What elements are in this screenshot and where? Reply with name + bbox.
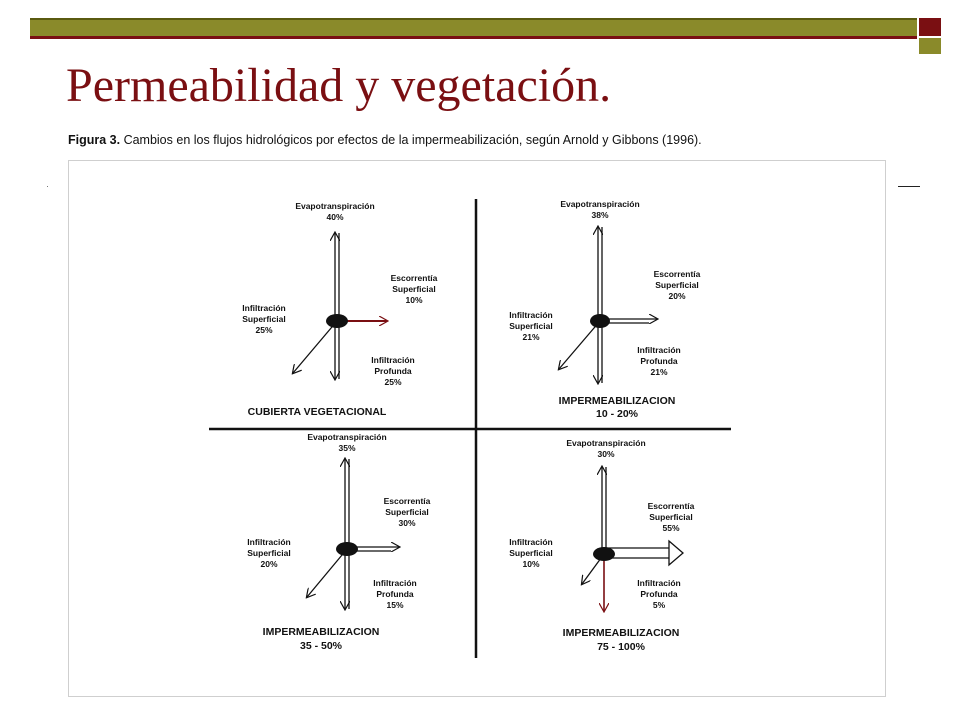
flux-origin-node [590, 314, 610, 328]
quadrant-caption: IMPERMEABILIZACION [562, 627, 680, 639]
quadrant-impermeabilization-75-100 [509, 438, 694, 653]
shallow-infil-value: 21% [522, 332, 540, 342]
deep-infil-label-2: Profunda [640, 356, 678, 366]
evapo-value: 35% [338, 443, 356, 453]
shallow-infil-label-1: Infiltración [509, 537, 553, 547]
quadrant-range: 75 - 100% [597, 641, 645, 653]
header-bar-olive [30, 18, 917, 36]
runoff-label-1: Escorrentía [653, 269, 701, 279]
deep-infil-label-2: Profunda [374, 366, 412, 376]
deep-infil-value: 25% [384, 377, 402, 387]
quadrant-range: 10 - 20% [595, 408, 639, 420]
header-square-red [919, 18, 941, 36]
flux-origin-node [336, 542, 358, 556]
deep-infil-label-1: Infiltración [373, 578, 417, 588]
header-square-olive [919, 38, 941, 54]
deep-infil-label-1: Infiltración [637, 345, 681, 355]
deep-infil-value: 15% [386, 600, 404, 610]
evapo-label: Evapotranspiración [560, 199, 640, 209]
shallow-infil-value: 10% [522, 559, 540, 569]
runoff-arrowhead [669, 541, 683, 565]
shallow-infil-label-1: Infiltración [509, 310, 553, 320]
dot-mark [47, 186, 48, 187]
deep-infil-label-1: Infiltración [371, 355, 415, 365]
shallow-infiltration-arrow [307, 549, 347, 597]
evapo-value: 40% [326, 212, 344, 222]
quadrant-caption: IMPERMEABILIZACION [262, 626, 380, 638]
evapo-label: Evapotranspiración [295, 201, 375, 211]
shallow-infil-value: 25% [255, 325, 273, 335]
shallow-infil-label-2: Superficial [247, 548, 291, 558]
shallow-infil-label-2: Superficial [242, 314, 286, 324]
header-bar-red-line [30, 36, 917, 54]
quadrant-range: 35 - 50% [299, 640, 343, 652]
flux-origin-node [593, 547, 615, 561]
deep-infil-value: 5% [652, 600, 666, 610]
deep-infil-value: 21% [650, 367, 668, 377]
shallow-infil-value: 20% [260, 559, 278, 569]
hydrologic-flux-diagram [69, 161, 885, 696]
deep-infil-label-2: Profunda [376, 589, 414, 599]
quadrant-vegetation [242, 201, 437, 418]
figure-caption [68, 133, 908, 147]
quadrant-caption: CUBIERTA VEGETACIONAL [247, 406, 387, 418]
shallow-infil-label-2: Superficial [509, 321, 553, 331]
runoff-value: 10% [405, 295, 423, 305]
flux-origin-node [326, 314, 348, 328]
shallow-infiltration-arrow [559, 321, 600, 369]
evapo-value: 38% [591, 210, 609, 220]
runoff-value: 30% [398, 518, 416, 528]
shallow-infil-label-1: Infiltración [247, 537, 291, 547]
deep-infil-label-1: Infiltración [637, 578, 681, 588]
runoff-label-2: Superficial [655, 280, 699, 290]
runoff-value: 20% [668, 291, 686, 301]
quadrant-impermeabilization-10-20 [509, 199, 700, 420]
slide-title: Permeabilidad y vegetación. [66, 59, 612, 112]
evapo-label: Evapotranspiración [307, 432, 387, 442]
deep-infil-label-2: Profunda [640, 589, 678, 599]
runoff-value: 55% [662, 523, 680, 533]
shallow-infil-label-1: Infiltración [242, 303, 286, 313]
quadrant-caption: IMPERMEABILIZACION [558, 395, 676, 407]
runoff-label-2: Superficial [649, 512, 693, 522]
evapo-value: 30% [597, 449, 615, 459]
figure-caption-text: Cambios en los flujos hidrológicos por efectos de la impermeabilización, según Arnold y Gibbons (1996). [120, 133, 702, 147]
runoff-label-2: Superficial [385, 507, 429, 517]
side-dash [898, 186, 920, 187]
runoff-label-2: Superficial [392, 284, 436, 294]
shallow-infiltration-arrow [293, 321, 337, 373]
shallow-infil-label-2: Superficial [509, 548, 553, 558]
runoff-label-1: Escorrentía [647, 501, 695, 511]
quadrant-impermeabilization-35-50 [247, 432, 430, 652]
evapo-label: Evapotranspiración [566, 438, 646, 448]
runoff-label-1: Escorrentía [383, 496, 431, 506]
runoff-label-1: Escorrentía [390, 273, 438, 283]
figure-caption-label: Figura 3. [68, 133, 121, 147]
diagram-frame [68, 160, 886, 697]
